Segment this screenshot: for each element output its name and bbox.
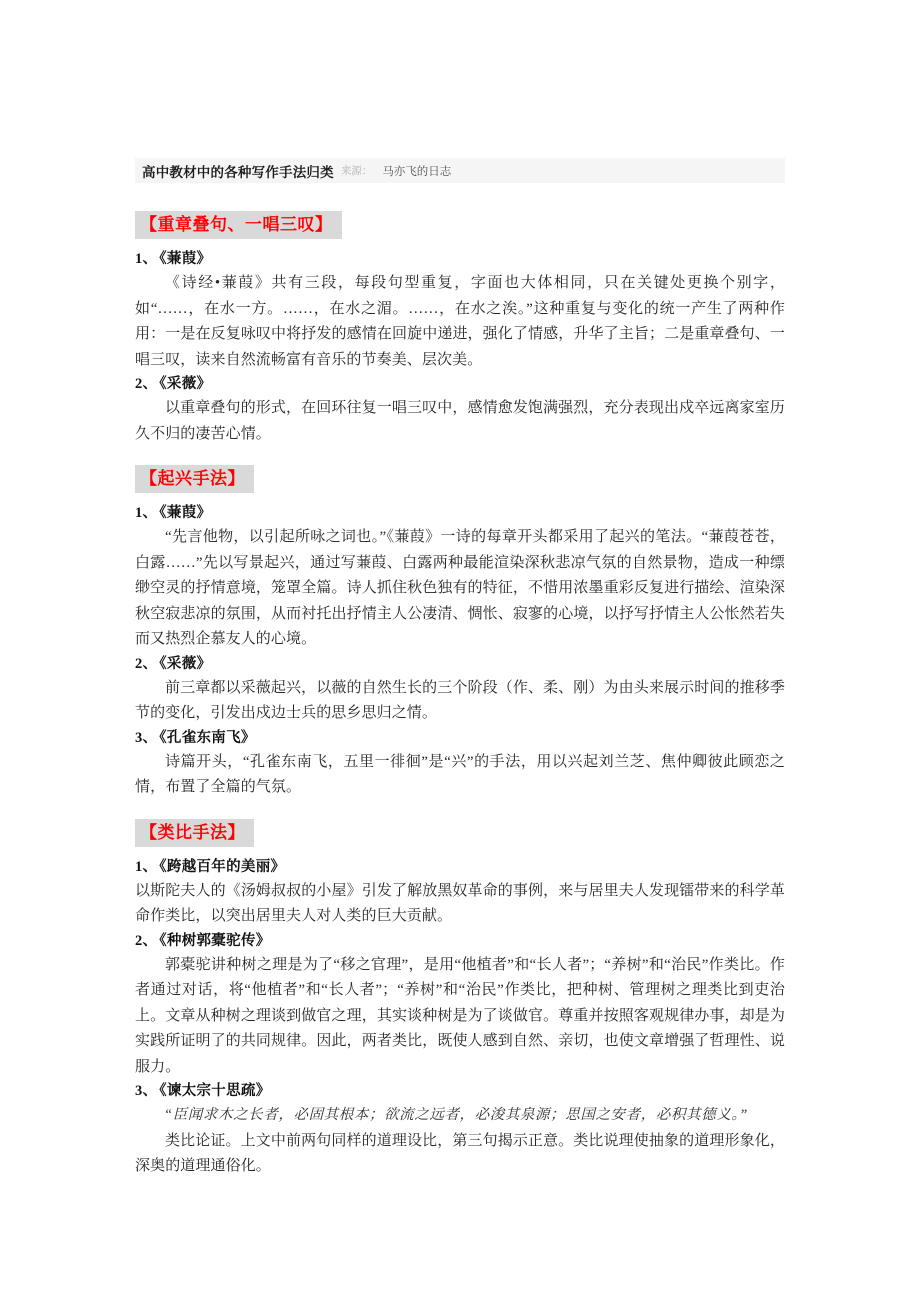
entry-title xyxy=(135,373,785,396)
entry-title-text: 《蒹葭》 xyxy=(159,251,212,267)
body-paragraph: “臣闻求木之长者，必固其根本；欲流之远者，必浚其泉源；思国之安者，必积其德义。” xyxy=(164,1107,748,1123)
entry-number: 1、 xyxy=(135,505,158,521)
entry-title xyxy=(135,1080,785,1103)
section-heading: 【起兴手法】 xyxy=(135,465,254,493)
entry-title xyxy=(135,727,785,750)
document-header-bar xyxy=(135,158,785,183)
entry-title-text: 《采薇》 xyxy=(159,655,212,672)
entry-number: 3、 xyxy=(135,729,158,746)
body-paragraph: 以重章叠句的形式，在回环往复一唱三叹中，感情愈发饱满强烈，充分表现出戍卒远离家室历久不归的凄苦心情。 xyxy=(135,400,785,442)
document-content xyxy=(135,158,785,1180)
section-heading-wrapper xyxy=(135,819,785,847)
entry-title xyxy=(135,502,785,525)
section-heading: 【重章叠句、一唱三叹】 xyxy=(135,211,342,239)
source-label: 来源： xyxy=(340,165,373,177)
entry-number: 1、 xyxy=(135,858,158,875)
entry-title xyxy=(135,930,785,953)
entry-number: 1、 xyxy=(135,251,158,267)
entry-title-text: 《蒹葭》 xyxy=(159,505,212,521)
body-paragraph: 诗篇开头，“孔雀东南飞，五里一徘徊”是“兴”的手法，用以兴起刘兰芝、焦仲卿彼此顾恋之情，布置了全篇的气氛。 xyxy=(135,753,785,795)
entry-title-text: 《孔雀东南飞》 xyxy=(159,729,256,746)
body-paragraph: 《诗经•蒹葭》共有三段，每段句型重复，字面也大体相同，只在关键处更换个别字，如“……，在水一方。……，在水之湄。……，在水之涘。”这种重复与变化的统一产生了两种作用：一是在反复咏叹中将抒发的感情在回旋中递进，强化了情感，升华了主旨；二是重章叠句、一唱三叹，读来自然流畅富有音乐的节奏美、层次美。 xyxy=(135,275,785,368)
body-paragraph: 前三章都以采薇起兴，以薇的自然生长的三个阶段（作、柔、刚）为由头来展示时间的推移季节的变化，引发出戍边士兵的思乡思归之情。 xyxy=(135,679,785,721)
sections-container xyxy=(135,211,785,1180)
section-heading: 【类比手法】 xyxy=(135,819,254,847)
entry-title-text: 《种树郭橐驼传》 xyxy=(159,932,271,949)
entry-number: 2、 xyxy=(135,376,158,392)
entry-number: 3、 xyxy=(135,1083,158,1099)
entry-title xyxy=(135,248,785,271)
body-paragraph: 类比论证。上文中前两句同样的道理设比，第三句揭示正意。类比说理使抽象的道理形象化，深奥的道理通俗化。 xyxy=(135,1132,785,1174)
body-paragraph: 郭橐驼讲种树之理是为了“移之官理”，是用“他植者”和“长人者”；“养树”和“治民”作类比。作者通过对话，将“他植者”和“长人者”；“养树”和“治民”作类比，把种树、管理树之理类比到吏治上。文章从种树之理谈到做官之理，其实谈种树是为了谈做官。尊重并按照客观规律办事，却是为实践所证明了的共同规律。因此，两者类比，既使人感到自然、亲切，也使文章增强了哲理性、说服力。 xyxy=(135,956,785,1075)
section-heading-wrapper xyxy=(135,211,785,239)
entry-title-text: 《采薇》 xyxy=(159,376,212,392)
entry-title xyxy=(135,856,785,879)
entry-title-text: 《谏太宗十思疏》 xyxy=(159,1083,271,1099)
body-paragraph: “先言他物，以引起所咏之词也。”《蒹葭》一诗的每章开头都采用了起兴的笔法。“蒹葭苍苍，白露……”先以写景起兴，通过写蒹葭、白露两种最能渲染深秋悲凉气氛的自然景物，造成一种缥缈空灵的抒情意境，笼罩全篇。诗人抓住秋色独有的特征，不惜用浓墨重彩反复进行描绘、渲染深秋空寂悲凉的氛围，从而衬托出抒情主人公凄清、惆怅、寂寥的心境，以抒写抒情主人公怅然若失而又热烈企慕友人的心境。 xyxy=(135,529,785,647)
entry-number: 2、 xyxy=(135,932,158,949)
entry-title-text: 《跨越百年的美丽》 xyxy=(159,858,286,875)
entry-number: 2、 xyxy=(135,655,158,672)
entry-title xyxy=(135,653,785,676)
source-value: 马亦飞的日志 xyxy=(382,165,452,178)
section-heading-wrapper xyxy=(135,465,785,493)
page-title: 高中教材中的各种写作手法归类 xyxy=(142,164,334,180)
body-paragraph: 以斯陀夫人的《汤姆叔叔的小屋》引发了解放黑奴革命的事例，来与居里夫人发现镭带来的科学革命作类比，以突出居里夫人对人类的巨大贡献。 xyxy=(135,882,785,924)
